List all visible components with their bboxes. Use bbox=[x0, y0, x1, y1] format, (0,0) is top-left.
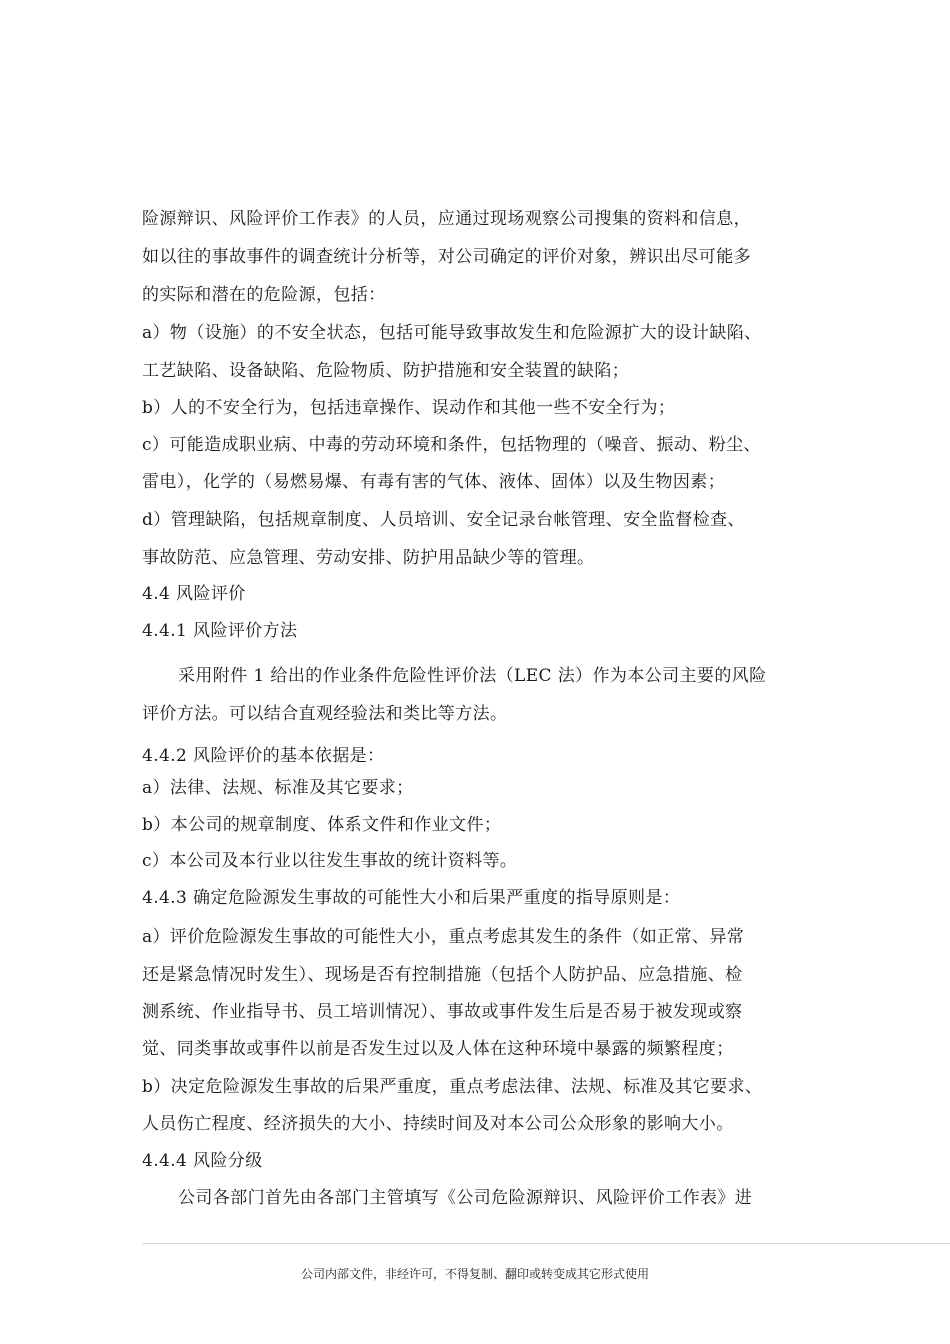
body-text-line: 还是紧急情况时发生）、现场是否有控制措施（包括个人防护品、应急措施、检 bbox=[142, 965, 743, 985]
list-item-a: a）评价危险源发生事故的可能性大小，重点考虑其发生的条件（如正常、异常 bbox=[142, 927, 745, 947]
list-item-d: d）管理缺陷，包括规章制度、人员培训、安全记录台帐管理、安全监督检查、 bbox=[142, 510, 745, 530]
body-text-line: 如以往的事故事件的调查统计分析等，对公司确定的评价对象，辨识出尽可能多 bbox=[142, 247, 751, 267]
body-text-line: 工艺缺陷、设备缺陷、危险物质、防护措施和安全装置的缺陷； bbox=[142, 361, 630, 381]
body-text-line: 险源辩识、风险评价工作表》的人员，应通过现场观察公司搜集的资料和信息， bbox=[142, 209, 751, 229]
subsection-heading: 4.4.2 风险评价的基本依据是： bbox=[142, 746, 385, 766]
subsection-heading: 4.4.4 风险分级 bbox=[142, 1151, 263, 1171]
paragraph-indented: 采用附件 1 给出的作业条件危险性评价法（LEC 法）作为本公司主要的风险 bbox=[178, 666, 767, 686]
body-text-line: 评价方法。可以结合直观经验法和类比等方法。 bbox=[142, 704, 508, 724]
list-item-a: a）物（设施）的不安全状态，包括可能导致事故发生和危险源扩大的设计缺陷、 bbox=[142, 323, 762, 343]
subsection-heading: 4.4.3 确定危险源发生事故的可能性大小和后果严重度的指导原则是： bbox=[142, 888, 681, 908]
body-text-line: 测系统、作业指导书、员工培训情况）、事故或事件发生后是否易于被发现或察 bbox=[142, 1002, 743, 1022]
body-text-line: 雷电），化学的（易燃易爆、有毒有害的气体、液体、固体）以及生物因素； bbox=[142, 472, 726, 492]
list-item-c: c）可能造成职业病、中毒的劳动环境和条件，包括物理的（噪音、振动、粉尘、 bbox=[142, 435, 761, 455]
body-text-line: 人员伤亡程度、经济损失的大小、持续时间及对本公司公众形象的影响大小。 bbox=[142, 1114, 734, 1134]
body-text-line: 事故防范、应急管理、劳动安排、防护用品缺少等的管理。 bbox=[142, 548, 595, 568]
list-item-c: c）本公司及本行业以往发生事故的统计资料等。 bbox=[142, 851, 518, 871]
paragraph-indented: 公司各部门首先由各部门主管填写《公司危险源辩识、风险评价工作表》进 bbox=[178, 1188, 753, 1208]
footer-notice: 公司内部文件，非经许可，不得复制、翻印或转变成其它形式使用 bbox=[300, 1267, 649, 1281]
list-item-b: b）人的不安全行为，包括违章操作、误动作和其他一些不安全行为； bbox=[142, 398, 676, 418]
body-text-line: 的实际和潜在的危险源，包括： bbox=[142, 285, 386, 305]
list-item-b: b）本公司的规章制度、体系文件和作业文件； bbox=[142, 815, 502, 835]
list-item-a: a）法律、法规、标准及其它要求； bbox=[142, 778, 414, 798]
footer-divider bbox=[142, 1243, 950, 1244]
subsection-heading: 4.4.1 风险评价方法 bbox=[142, 621, 298, 641]
body-text-line: 觉、同类事故或事件以前是否发生过以及人体在这种环境中暴露的频繁程度； bbox=[142, 1039, 734, 1059]
section-heading: 4.4 风险评价 bbox=[142, 584, 246, 604]
list-item-b: b）决定危险源发生事故的后果严重度，重点考虑法律、法规、标准及其它要求、 bbox=[142, 1077, 763, 1097]
